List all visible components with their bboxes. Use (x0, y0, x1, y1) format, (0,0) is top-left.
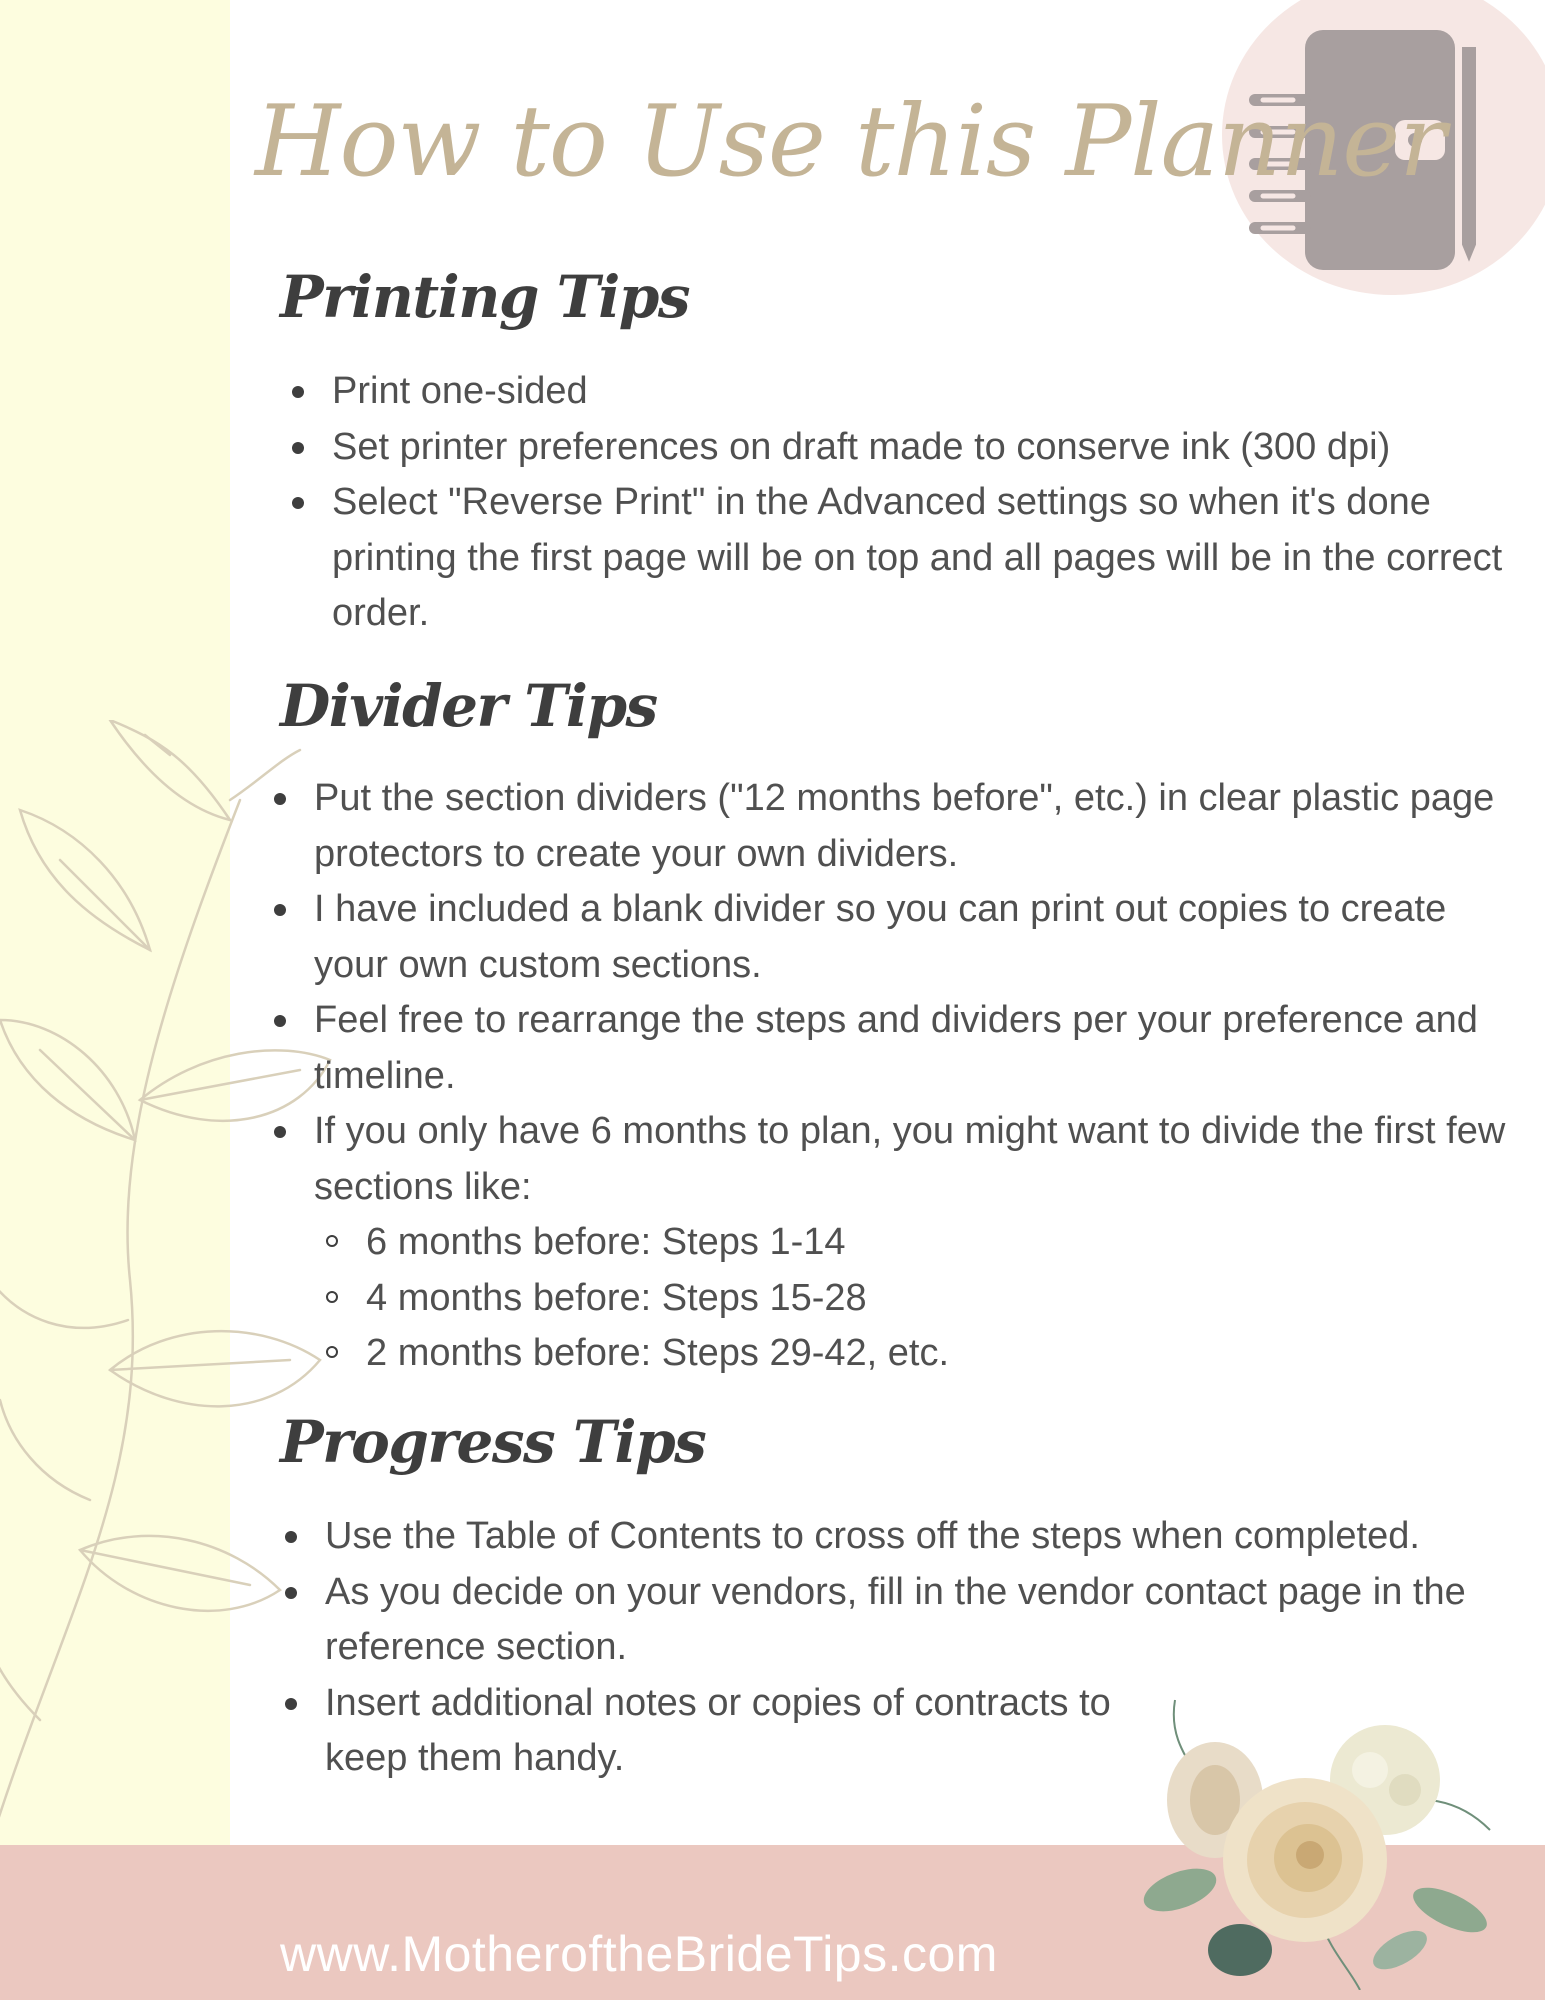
list-item: As you decide on your vendors, fill in the vendor contact page in the reference section. (325, 1565, 1535, 1676)
list-item: Select "Reverse Print" in the Advanced settings so when it's done printing the first page will be on top and all pages will be in the correct order. (332, 475, 1522, 642)
printing-tips-list (332, 364, 1522, 642)
sublist-item: 4 months before: Steps 15-28 (366, 1271, 1524, 1327)
flower-bouquet (1120, 1690, 1510, 1990)
list-item (314, 1104, 1524, 1382)
progress-tips-heading: Progress Tips (280, 1408, 706, 1476)
page-title: How to Use this Planner (255, 85, 1446, 199)
divider-tips-heading: Divider Tips (280, 672, 657, 740)
list-item: Insert additional notes or copies of contracts to keep them handy. (325, 1676, 1155, 1787)
list-item-text: If you only have 6 months to plan, you might want to divide the first few sections like: (314, 1110, 1506, 1208)
divider-tips-list (314, 771, 1524, 1382)
list-item: Put the section dividers ("12 months before", etc.) in clear plastic page protectors to create your own dividers. (314, 771, 1524, 882)
sublist-item: 2 months before: Steps 29-42, etc. (366, 1326, 1524, 1382)
printing-tips-heading: Printing Tips (280, 263, 690, 331)
list-item: Print one-sided (332, 364, 1522, 420)
vine-decoration (0, 720, 360, 1845)
list-item: Use the Table of Contents to cross off the steps when completed. (325, 1509, 1535, 1565)
footer-url[interactable]: www.MotheroftheBrideTips.com (280, 1926, 998, 1982)
list-item: Feel free to rearrange the steps and dividers per your preference and timeline. (314, 993, 1524, 1104)
sublist-item: 6 months before: Steps 1-14 (366, 1215, 1524, 1271)
list-item: Set printer preferences on draft made to conserve ink (300 dpi) (332, 420, 1522, 476)
list-item: I have included a blank divider so you can print out copies to create your own custom sections. (314, 882, 1524, 993)
divider-sublist (314, 1215, 1524, 1382)
